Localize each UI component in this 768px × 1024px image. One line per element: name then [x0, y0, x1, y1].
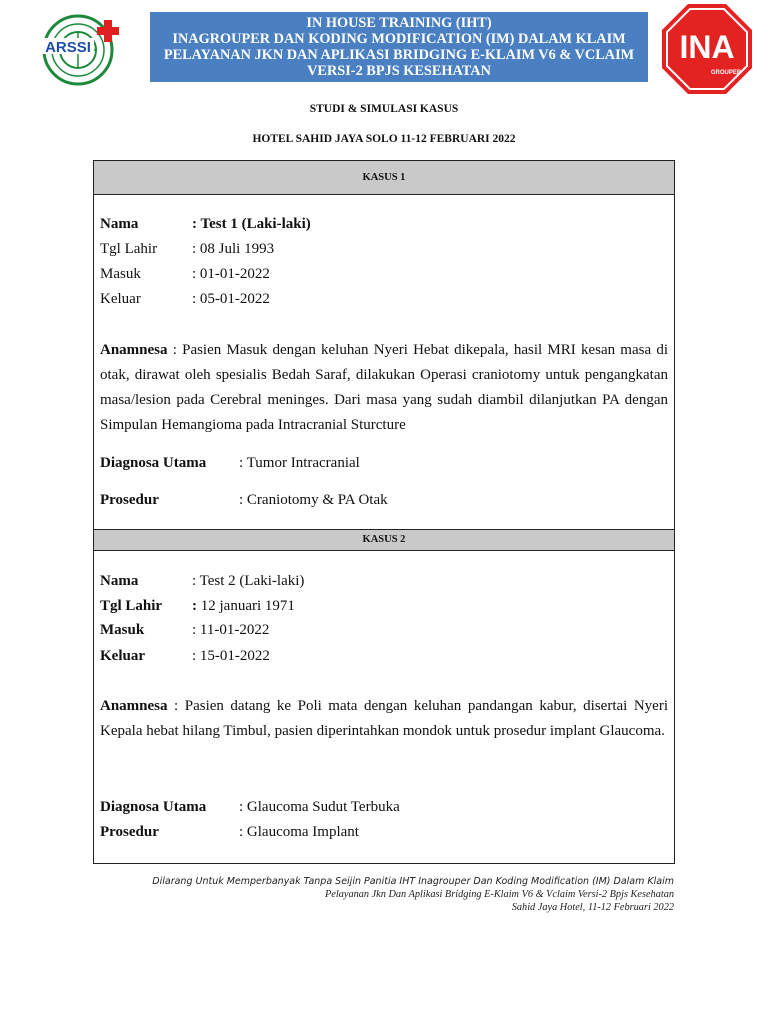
- diagnosa-value: : Tumor Intracranial: [239, 455, 360, 471]
- diagnosa-value: : Glaucoma Sudut Terbuka: [239, 799, 400, 815]
- footer-line: Sahid Jaya Hotel, 11-12 Februari 2022: [511, 902, 674, 913]
- footer-line: Dilarang Untuk Memperbanyak Tanpa Seijin Panitia IHT Inagrouper Dan Koding Modification (IM) Dalam Klaim: [152, 876, 674, 887]
- header-title-line: INAGROUPER DAN KODING MODIFICATION (IM) DALAM KLAIM: [172, 31, 626, 47]
- prosedur-value: : Craniotomy & PA Otak: [239, 492, 388, 508]
- keluar-label: Keluar: [100, 291, 141, 307]
- masuk-value: : 11-01-2022: [192, 622, 270, 638]
- header-title-line: PELAYANAN JKN DAN APLIKASI BRIDGING E-KLAIM V6 & VCLAIM: [163, 47, 635, 63]
- svg-text:GROUPER: GROUPER: [710, 70, 742, 76]
- anamnesa-label: Anamnesa: [100, 342, 168, 358]
- anamnesa-text: : Pasien datang ke Poli mata dengan keluhan pandangan kabur, disertai Nyeri Kepala hebat hilang Timbul, pasien diperintahkan mondok untuk prosedur implant Glaucoma.: [100, 698, 668, 739]
- tgl-lahir-value: : 08 Juli 1993: [192, 241, 275, 257]
- tgl-lahir-label: Tgl Lahir: [100, 598, 163, 614]
- subtitle-hotel: HOTEL SAHID JAYA SOLO 11-12 FEBRUARI 2022: [252, 133, 516, 145]
- header-title-line: IN HOUSE TRAINING (IHT): [306, 15, 492, 31]
- diagnosa-label: Diagnosa Utama: [100, 799, 207, 815]
- prosedur-label: Prosedur: [100, 824, 159, 840]
- nama-label: Nama: [100, 573, 139, 589]
- kasus2-heading: KASUS 2: [94, 529, 674, 551]
- keluar-value: : 15-01-2022: [192, 648, 270, 664]
- footer-disclaimer: [74, 875, 674, 914]
- prosedur-value: : Glaucoma Implant: [239, 824, 359, 840]
- svg-text:INA: INA: [679, 29, 735, 65]
- keluar-label: Keluar: [100, 648, 145, 664]
- anamnesa-label: Anamnesa: [100, 698, 168, 714]
- kasus1-heading: KASUS 1: [94, 160, 674, 195]
- nama-value: : Test 2 (Laki-laki): [192, 573, 305, 589]
- nama-label: Nama: [100, 216, 139, 232]
- tgl-lahir-label: Tgl Lahir: [100, 241, 158, 257]
- tgl-colon: :: [192, 598, 197, 614]
- anamnesa-text: : Pasien Masuk dengan keluhan Nyeri Hebat dikepala, hasil MRI kesan masa di otak, dirawat oleh spesialis Bedah Saraf, dilakukan Operasi craniotomy untuk pengangkatan masa/lesion pada Cerebral meninges. Dari masa yang sudah diambil dilanjutkan PA dengan Simpulan Hemangioma pada Intracranial Sturcture: [100, 342, 668, 433]
- kasus2-anamnesa: [100, 694, 668, 744]
- footer-line: Pelayanan Jkn Dan Aplikasi Bridging E-Klaim V6 & Vclaim Versi-2 Bpjs Kesehatan: [325, 889, 674, 900]
- case-table: [93, 160, 675, 864]
- prosedur-label: Prosedur: [100, 492, 159, 508]
- masuk-label: Masuk: [100, 266, 141, 282]
- masuk-value: : 01-01-2022: [192, 266, 270, 282]
- nama-value: : Test 1 (Laki-laki): [192, 216, 311, 232]
- diagnosa-label: Diagnosa Utama: [100, 455, 207, 471]
- masuk-label: Masuk: [100, 622, 145, 638]
- kasus1-anamnesa: [100, 338, 668, 438]
- arssi-logo: [30, 8, 140, 88]
- ina-grouper-logo: [660, 2, 754, 96]
- header-title-line: VERSI-2 BPJS KESEHATAN: [307, 63, 491, 79]
- tgl-lahir-value: [192, 598, 295, 615]
- svg-text:ARSSI: ARSSI: [45, 39, 91, 56]
- header-banner: [150, 12, 648, 82]
- keluar-value: : 05-01-2022: [192, 291, 270, 307]
- subtitle-studi: STUDI & SIMULASI KASUS: [309, 103, 459, 115]
- tgl-date: 12 januari 1971: [197, 598, 295, 614]
